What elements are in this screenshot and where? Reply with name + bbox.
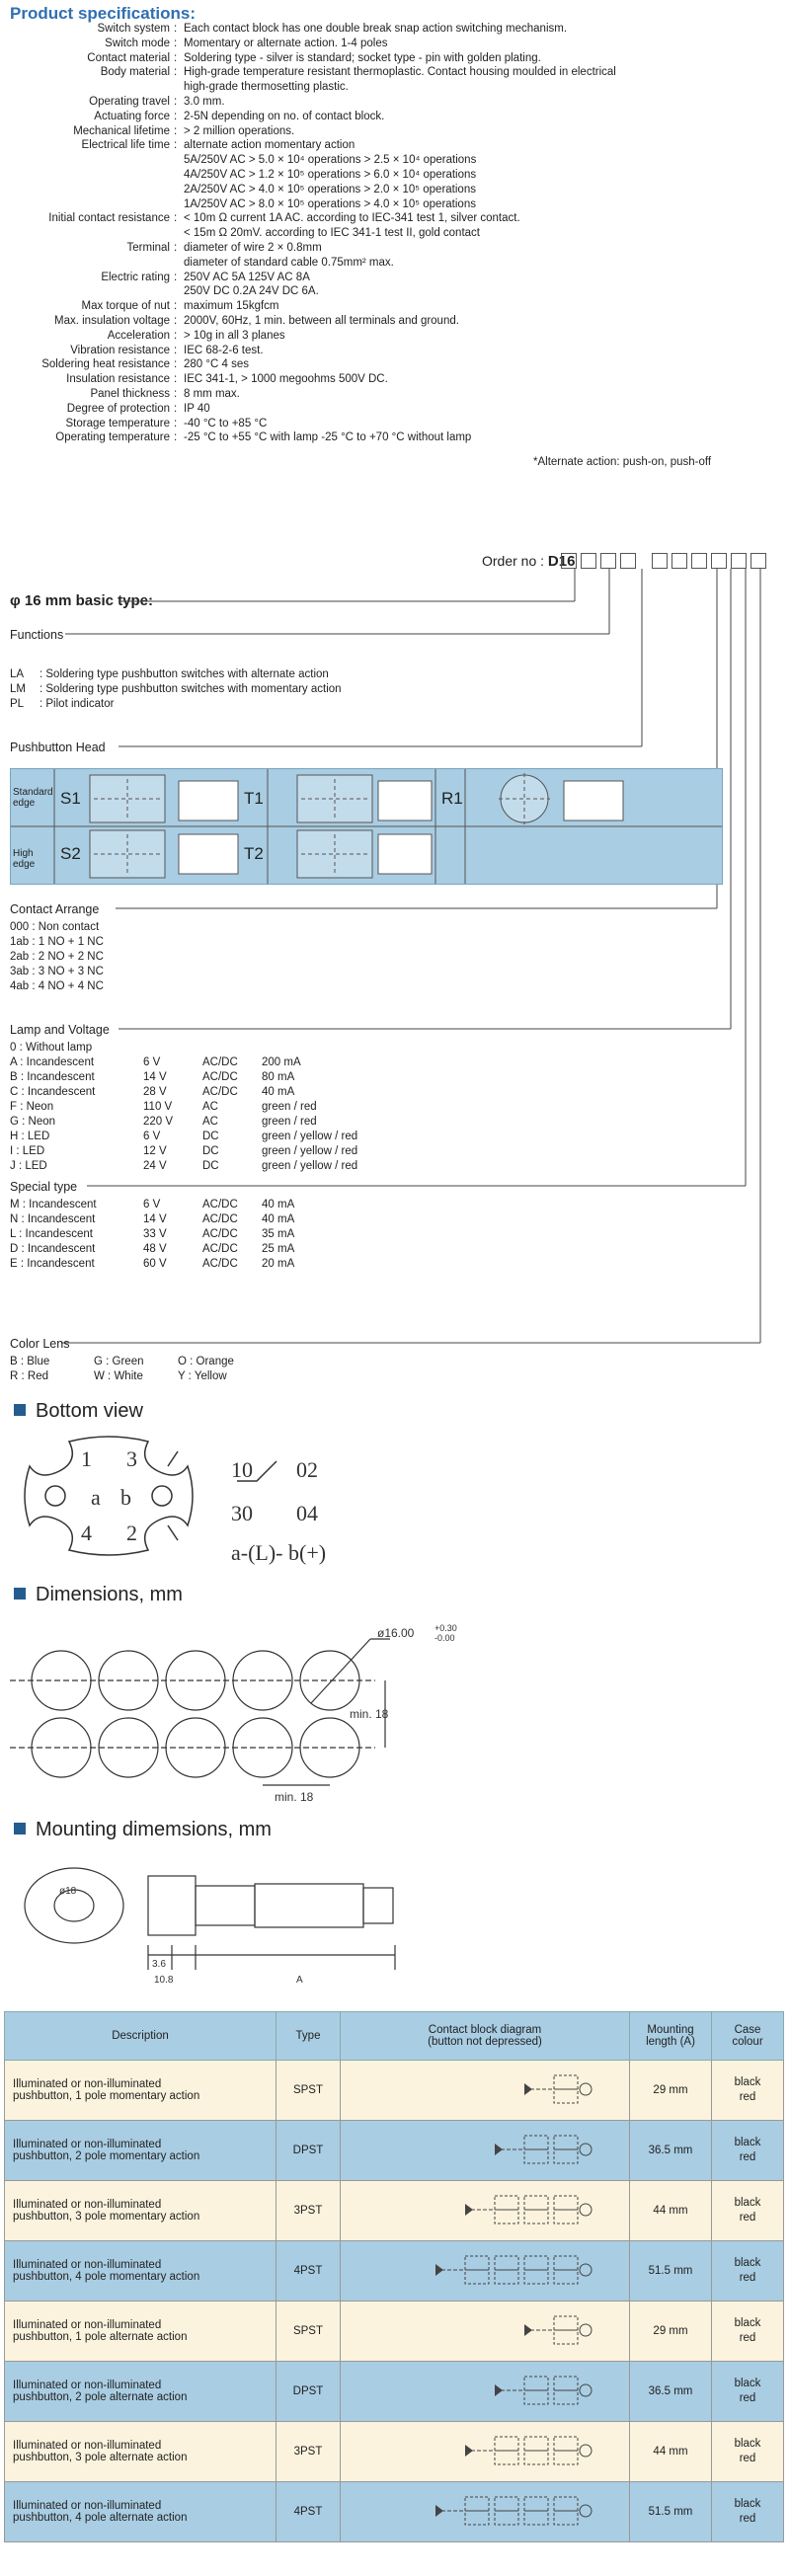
function-code: LM [10,683,26,695]
head-code-t2: T2 [244,844,264,863]
lens-item: W : White [94,1370,143,1382]
cell-description: Illuminated or non-illuminated pushbutton, 1 pole momentary action [5,2061,276,2121]
item-c: 25 mA [262,1243,295,1255]
spec-value: 4A/250V AC > 1.2 × 10⁵ operations > 6.0 × 10⁴ operations [184,169,477,181]
item-code: D : Incandescent [10,1243,96,1255]
spec-label: Max. insulation voltage [54,315,170,327]
special-type-title: Special type [10,1180,78,1194]
spec-value: 5A/250V AC > 5.0 × 10⁴ operations > 2.5 × 10⁴ operations [184,154,477,167]
spec-colon: : [174,37,178,49]
item-t: AC/DC [202,1199,238,1210]
item-c: 200 mA [262,1056,301,1068]
dim-min-vertical: min. 18 [350,1707,389,1721]
item-t: AC [202,1116,218,1128]
pin-b: b [120,1485,131,1510]
item-code: B : Incandescent [10,1071,95,1083]
item-t: DC [202,1131,219,1142]
spec-value: 2-5N depending on no. of contact block. [184,110,385,122]
item-code: C : Incandescent [10,1086,96,1098]
spec-value: 3.0 mm. [184,96,225,108]
item-t: DC [202,1160,219,1172]
spec-label: Operating temperature [55,431,170,444]
item-v: 14 V [143,1213,167,1225]
spec-value: High-grade temperature resistant thermoplastic. Contact housing moulded in electrical [184,66,616,79]
dim-tol-minus: -0.00 [434,1633,455,1643]
pin-3: 3 [126,1446,137,1471]
spec-label: Storage temperature [65,417,170,429]
order-label: Order no : [482,553,545,569]
cell-length: 36.5 mm [630,2121,712,2181]
function-text: : Soldering type pushbutton switches with momentary action [40,683,342,695]
spec-label: Actuating force [94,110,170,122]
spec-colon: : [174,51,178,64]
basic-type-title: φ 16 mm basic type: [10,592,153,609]
spec-value: Each contact block has one double break snap action switching mechanism. [184,23,568,35]
spec-label: Panel thickness [90,388,170,400]
spec-value: 8 mm max. [184,388,240,400]
item-code: J : LED [10,1160,47,1172]
spec-label: Initial contact resistance [48,212,170,225]
contact-arrange-title: Contact Arrange [10,902,100,916]
header-colour: Case colour [712,2012,784,2061]
spec-colon: : [174,358,178,371]
pushbutton-head-table [10,768,723,885]
item-code: G : Neon [10,1116,56,1128]
functions-title: Functions [10,628,64,642]
cell-colour: black red [712,2362,784,2422]
wiring-10: 10 [231,1457,253,1482]
head-code-r1: R1 [441,789,463,808]
spec-label: Electrical life time [81,139,170,152]
cell-type: SPST [276,2061,341,2121]
table-row [5,2422,784,2482]
item-v: 6 V [143,1199,161,1210]
spec-value: 250V AC 5A 125V AC 8A [184,271,310,283]
cell-length: 51.5 mm [630,2482,712,2542]
color-lens-title: Color Lens [10,1337,70,1351]
table-row [5,2241,784,2302]
spec-value: Momentary or alternate action. 1-4 poles [184,37,388,49]
item-c: green / red [262,1101,317,1113]
order-code: D16 [547,553,576,570]
spec-label: Switch mode [105,37,170,49]
contact-block-diagram [347,2310,623,2350]
spec-value: -25 °C to +55 °C with lamp -25 °C to +70 °C without lamp [184,431,472,444]
item-code: M : Incandescent [10,1199,97,1210]
cell-description: Illuminated or non-illuminated pushbutton, 4 pole alternate action [5,2482,276,2542]
spec-colon: : [174,373,178,386]
mounting-title: Mounting dimemsions, mm [14,1819,272,1841]
spec-label: Soldering heat resistance [41,358,170,371]
item-t: AC [202,1101,218,1113]
cell-diagram [341,2181,630,2241]
cell-type: SPST [276,2302,341,2362]
row-high-label: High edge [13,848,36,870]
spec-colon: : [174,417,178,429]
cell-length: 51.5 mm [630,2241,712,2302]
item-v: 220 V [143,1116,174,1128]
item-code: I : LED [10,1145,45,1157]
cell-description: Illuminated or non-illuminated pushbutton, 2 pole alternate action [5,2362,276,2422]
cell-diagram [341,2362,630,2422]
wiring-04: 04 [296,1501,318,1525]
item-v: 28 V [143,1086,167,1098]
lamp-voltage-title: Lamp and Voltage [10,1023,110,1037]
cell-description: Illuminated or non-illuminated pushbutton, 4 pole momentary action [5,2241,276,2302]
spec-value: < 10m Ω current 1A AC. according to IEC-341 test 1, silver contact. [184,212,520,225]
head-code-s1: S1 [60,789,81,808]
item-code: 0 : Without lamp [10,1042,93,1054]
item-t: AC/DC [202,1258,238,1270]
spec-colon: : [174,271,178,283]
cell-colour: black red [712,2302,784,2362]
spec-label: Max torque of nut [81,300,170,313]
item-c: 20 mA [262,1258,295,1270]
table-row [5,2482,784,2542]
cell-diagram [341,2061,630,2121]
spec-label: Terminal [126,242,170,254]
table-row [5,2121,784,2181]
lens-item: G : Green [94,1356,144,1367]
spec-note: *Alternate action: push-on, push-off [533,456,712,468]
cell-type: 3PST [276,2422,341,2482]
table-row [5,2362,784,2422]
bullet-square-icon [14,1404,26,1416]
list-item: 1ab : 1 NO + 1 NC [10,936,104,948]
contact-block-diagram [347,2431,623,2470]
pin-1: 1 [81,1446,92,1471]
cell-length: 29 mm [630,2061,712,2121]
spec-colon: : [174,242,178,254]
spec-colon: : [174,300,178,313]
dim-min-horizontal: min. 18 [275,1790,314,1804]
function-text: : Pilot indicator [40,698,115,710]
spec-value: diameter of standard cable 0.75mm² max. [184,256,394,269]
lens-item: O : Orange [178,1356,234,1367]
item-code: A : Incandescent [10,1056,95,1068]
spec-value: alternate action momentary action [184,139,356,152]
function-text: : Soldering type pushbutton switches with alternate action [40,668,329,680]
spec-value: > 10g in all 3 planes [184,329,285,342]
list-item: 3ab : 3 NO + 3 NC [10,966,104,977]
wiring-30: 30 [231,1501,253,1525]
cell-description: Illuminated or non-illuminated pushbutton, 3 pole momentary action [5,2181,276,2241]
cell-diagram [341,2422,630,2482]
cell-type: DPST [276,2362,341,2422]
table-row [5,2181,784,2241]
spec-label: Acceleration [107,329,170,342]
cell-type: 4PST [276,2241,341,2302]
spec-value: 2000V, 60Hz, 1 min. between all terminals and ground. [184,315,459,327]
cell-colour: black red [712,2121,784,2181]
cell-diagram [341,2482,630,2542]
cell-length: 36.5 mm [630,2362,712,2422]
item-code: F : Neon [10,1101,54,1113]
cell-length: 44 mm [630,2422,712,2482]
contact-block-diagram [347,2190,623,2229]
spec-colon: : [174,344,178,356]
list-item: 2ab : 2 NO + 2 NC [10,951,104,963]
contact-block-diagram [347,2130,623,2169]
lens-item: R : Red [10,1370,48,1382]
item-code: L : Incandescent [10,1228,93,1240]
item-code: N : Incandescent [10,1213,96,1225]
spec-colon: : [174,402,178,415]
spec-colon: : [174,139,178,152]
bullet-square-icon [14,1823,26,1834]
item-v: 33 V [143,1228,167,1240]
item-v: 60 V [143,1258,167,1270]
spec-colon: : [174,212,178,225]
pushbutton-head-drawings [11,769,722,884]
spec-label: Degree of protection [66,402,170,415]
pin-2: 2 [126,1521,137,1545]
item-v: 110 V [143,1101,173,1113]
item-t: AC/DC [202,1056,238,1068]
function-code: LA [10,668,25,680]
item-t: AC/DC [202,1213,238,1225]
item-c: green / yellow / red [262,1131,358,1142]
function-code: PL [10,698,25,710]
head-code-t1: T1 [244,789,264,808]
spec-value: 250V DC 0.2A 24V DC 6A. [184,285,319,298]
item-v: 24 V [143,1160,167,1172]
table-row [5,2302,784,2362]
cell-colour: black red [712,2482,784,2542]
cell-diagram [341,2121,630,2181]
cell-type: DPST [276,2121,341,2181]
cell-diagram [341,2241,630,2302]
mount-d108: 10.8 [154,1975,174,1986]
cell-type: 3PST [276,2181,341,2241]
cell-colour: black red [712,2061,784,2121]
contact-block-diagram [347,2250,623,2290]
header-type: Type [276,2012,341,2061]
spec-label: Body material [100,66,170,79]
spec-colon: : [174,23,178,35]
spec-label: Operating travel [89,96,170,108]
spec-colon: : [174,96,178,108]
cell-description: Illuminated or non-illuminated pushbutton, 3 pole alternate action [5,2422,276,2482]
dimensions-diagram [0,1619,790,1817]
item-t: AC/DC [202,1071,238,1083]
table-row [5,2061,784,2121]
item-code: H : LED [10,1131,50,1142]
mount-d18: ø18 [59,1886,77,1897]
cell-colour: black red [712,2422,784,2482]
spec-value: diameter of wire 2 × 0.8mm [184,242,322,254]
bottom-view-title: Bottom view [14,1400,143,1423]
contact-block-diagram [347,2069,623,2109]
contact-block-diagram [347,2371,623,2410]
item-t: AC/DC [202,1086,238,1098]
lens-item: B : Blue [10,1356,50,1367]
cell-type: 4PST [276,2482,341,2542]
head-code-s2: S2 [60,844,81,863]
cell-colour: black red [712,2181,784,2241]
dim-tol-plus: +0.30 [434,1623,457,1633]
item-c: green / yellow / red [262,1145,358,1157]
spec-label: Switch system [97,23,170,35]
row-standard-label: Standard edge [13,787,53,809]
spec-value: 2A/250V AC > 4.0 × 10⁵ operations > 2.0 × 10⁵ operations [184,183,476,195]
list-item: 4ab : 4 NO + 4 NC [10,980,104,992]
table-header-row [5,2012,784,2061]
mount-d36: 3.6 [152,1959,166,1970]
item-v: 48 V [143,1243,167,1255]
mount-da: A [296,1975,303,1986]
item-c: 40 mA [262,1213,295,1225]
spec-label: Mechanical lifetime [73,124,170,137]
spec-value: -40 °C to +85 °C [184,417,268,429]
pin-a: a [91,1485,101,1510]
pushbutton-head-title: Pushbutton Head [10,741,106,754]
header-description: Description [5,2012,276,2061]
spec-value: maximum 15kgfcm [184,300,279,313]
spec-value: IEC 341-1, > 1000 megoohms 500V DC. [184,373,388,386]
item-c: 80 mA [262,1071,295,1083]
spec-value: 1A/250V AC > 8.0 × 10⁵ operations > 4.0 × 10⁵ operations [184,197,476,210]
spec-colon: : [174,388,178,400]
spec-colon: : [174,329,178,342]
bottom-view-diagram [0,1422,790,1570]
spec-value: 280 °C 4 ses [184,358,249,371]
spec-colon: : [174,315,178,327]
contact-block-table [4,2011,784,2542]
cell-length: 29 mm [630,2302,712,2362]
cell-description: Illuminated or non-illuminated pushbutton, 1 pole alternate action [5,2302,276,2362]
item-c: 40 mA [262,1086,295,1098]
spec-value: high-grade thermosetting plastic. [184,81,349,94]
item-code: E : Incandescent [10,1258,95,1270]
spec-value: IEC 68-2-6 test. [184,344,264,356]
item-c: 35 mA [262,1228,295,1240]
item-v: 6 V [143,1131,161,1142]
bullet-square-icon [14,1588,26,1600]
item-t: AC/DC [202,1228,238,1240]
item-c: 40 mA [262,1199,295,1210]
spec-colon: : [174,110,178,122]
spec-value: < 15m Ω 20mV. according to IEC 341-1 test II, gold contact [184,227,480,240]
list-item: 000 : Non contact [10,921,100,933]
spec-value: > 2 million operations. [184,124,295,137]
spec-colon: : [174,66,178,79]
cell-diagram [341,2302,630,2362]
cell-length: 44 mm [630,2181,712,2241]
spec-value: Soldering type - silver is standard; socket type - pin with golden plating. [184,51,541,64]
wiring-02: 02 [296,1457,318,1482]
pin-4: 4 [81,1521,92,1545]
item-t: AC/DC [202,1243,238,1255]
lamp-wiring: a-(L)- b(+) [231,1540,327,1565]
dimensions-title: Dimensions, mm [14,1584,183,1606]
spec-colon: : [174,431,178,444]
page-title: Product specifications: [10,4,196,23]
item-t: DC [202,1145,219,1157]
item-c: green / yellow / red [262,1160,358,1172]
spec-label: Electric rating [101,271,170,283]
spec-label: Contact material [87,51,170,64]
spec-label: Insulation resistance [66,373,170,386]
dim-diameter: ø16.00 [377,1626,415,1640]
spec-value: IP 40 [184,402,210,415]
header-length: Mounting length (A) [630,2012,712,2061]
cell-colour: black red [712,2241,784,2302]
mounting-diagram [0,1846,790,1994]
spec-colon: : [174,124,178,137]
item-v: 12 V [143,1145,167,1157]
contact-block-diagram [347,2491,623,2531]
item-v: 14 V [143,1071,167,1083]
spec-label: Vibration resistance [70,344,170,356]
lens-item: Y : Yellow [178,1370,227,1382]
header-diagram: Contact block diagram (button not depressed) [341,2012,630,2061]
item-c: green / red [262,1116,317,1128]
cell-description: Illuminated or non-illuminated pushbutton, 2 pole momentary action [5,2121,276,2181]
item-v: 6 V [143,1056,161,1068]
